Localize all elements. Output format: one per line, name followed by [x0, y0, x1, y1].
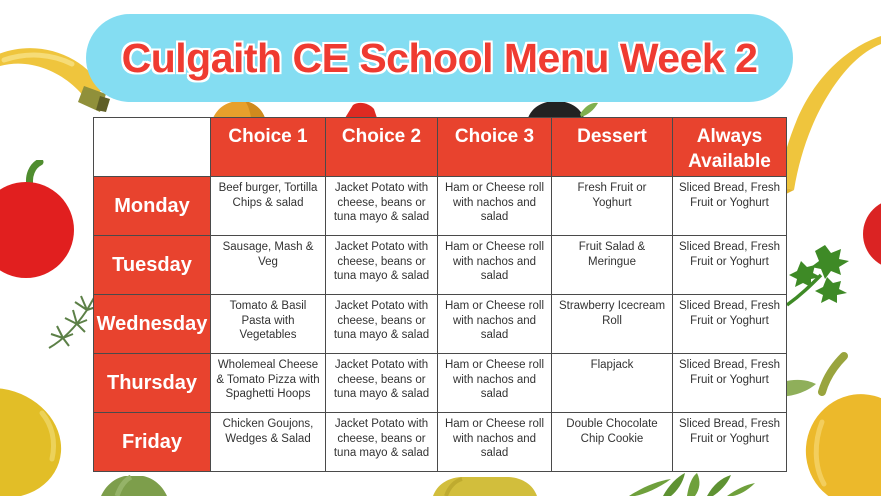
table-row-tuesday: [94, 236, 787, 295]
column-header-choice-1: Choice 1: [211, 118, 326, 177]
menu-cell: Double Chocolate Chip Cookie: [552, 413, 673, 472]
menu-cell: Fresh Fruit or Yoghurt: [552, 177, 673, 236]
pepper-icon: [341, 102, 379, 118]
menu-table: [93, 117, 787, 472]
menu-cell: Jacket Potato with cheese, beans or tuna mayo & salad: [326, 295, 438, 354]
day-label-friday: Friday: [94, 413, 211, 472]
menu-cell: Jacket Potato with cheese, beans or tuna mayo & salad: [326, 354, 438, 413]
day-label-thursday: Thursday: [94, 354, 211, 413]
table-row-monday: [94, 177, 787, 236]
menu-cell: Ham or Cheese roll with nachos and salad: [438, 295, 552, 354]
column-header-dessert: Dessert: [552, 118, 673, 177]
menu-cell: Sliced Bread, Fresh Fruit or Yoghurt: [673, 236, 787, 295]
menu-cell: Wholemeal Cheese & Tomato Pizza with Spaghetti Hoops: [211, 354, 326, 413]
menu-cell: Strawberry Icecream Roll: [552, 295, 673, 354]
menu-cell: Sliced Bread, Fresh Fruit or Yoghurt: [673, 413, 787, 472]
title-banner: [86, 14, 793, 102]
parsley-icon: [781, 243, 853, 309]
column-header-always-available: Always Available: [673, 118, 787, 177]
column-header-choice-3: Choice 3: [438, 118, 552, 177]
menu-cell: Beef burger, Tortilla Chips & salad: [211, 177, 326, 236]
menu-cell: Ham or Cheese roll with nachos and salad: [438, 413, 552, 472]
apple-icon: [0, 160, 84, 282]
pear-icon: [93, 475, 175, 496]
table-row-thursday: [94, 354, 787, 413]
menu-cell: Sliced Bread, Fresh Fruit or Yoghurt: [673, 295, 787, 354]
menu-cell: Chicken Goujons, Wedges & Salad: [211, 413, 326, 472]
day-label-tuesday: Tuesday: [94, 236, 211, 295]
menu-cell: Fruit Salad & Meringue: [552, 236, 673, 295]
corner-cell: [94, 118, 211, 177]
menu-cell: Sliced Bread, Fresh Fruit or Yoghurt: [673, 177, 787, 236]
menu-cell: Ham or Cheese roll with nachos and salad: [438, 177, 552, 236]
menu-cell: Flapjack: [552, 354, 673, 413]
pear-icon: [433, 477, 537, 496]
menu-cell: Ham or Cheese roll with nachos and salad: [438, 354, 552, 413]
eggplant-icon: [524, 100, 598, 118]
menu-cell: Sliced Bread, Fresh Fruit or Yoghurt: [673, 354, 787, 413]
table-row-wednesday: [94, 295, 787, 354]
table-row-friday: [94, 413, 787, 472]
day-label-monday: Monday: [94, 177, 211, 236]
menu-cell: Ham or Cheese roll with nachos and salad: [438, 236, 552, 295]
menu-cell: Jacket Potato with cheese, beans or tuna mayo & salad: [326, 177, 438, 236]
menu-cell: Tomato & Basil Pasta with Vegetables: [211, 295, 326, 354]
carrot-greens-icon: [627, 473, 755, 496]
header-row: [94, 118, 787, 177]
orange-icon: [211, 101, 267, 118]
menu-cell: Jacket Potato with cheese, beans or tuna mayo & salad: [326, 236, 438, 295]
apple-icon: [852, 198, 881, 270]
column-header-choice-2: Choice 2: [326, 118, 438, 177]
day-label-wednesday: Wednesday: [94, 295, 211, 354]
lemon-icon: [0, 385, 70, 496]
page-title: Culgaith CE School Menu Week 2: [121, 34, 758, 81]
menu-cell: Sausage, Mash & Veg: [211, 236, 326, 295]
menu-cell: Jacket Potato with cheese, beans or tuna mayo & salad: [326, 413, 438, 472]
